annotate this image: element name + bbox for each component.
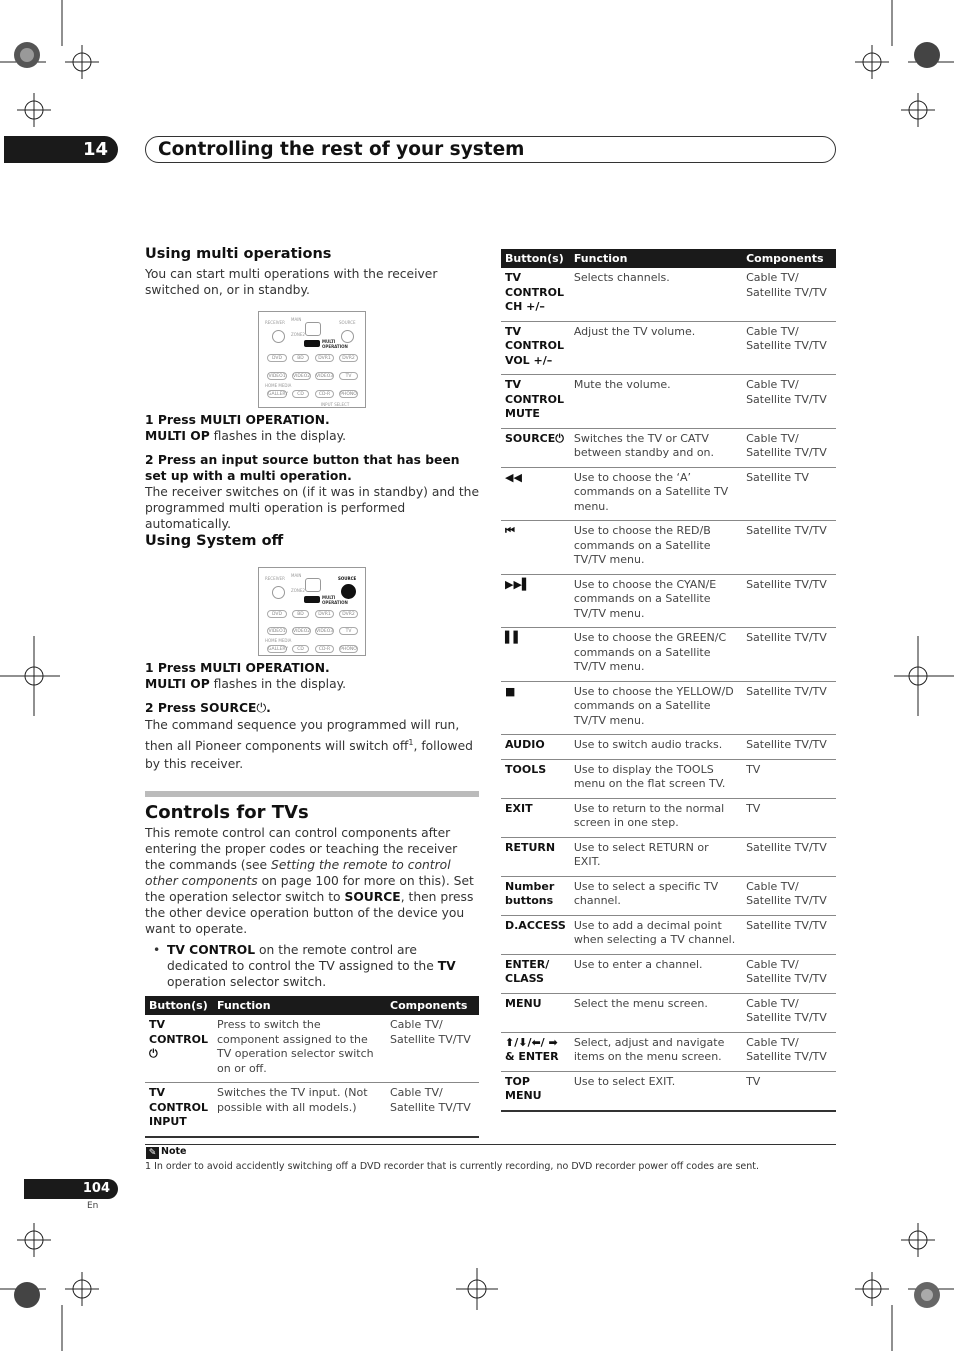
table-row [501, 574, 836, 628]
button-cell: AUDIO [501, 735, 570, 760]
col-header: Function [570, 249, 742, 268]
power-icon: ⏻ [256, 701, 267, 715]
components-cell: Cable TV/ Satellite TV/TV [386, 1015, 479, 1083]
operation-selector-switch [305, 322, 321, 336]
function-cell: Use to add a decimal point when selecting a TV channel. [570, 915, 742, 954]
components-cell: Satellite TV [742, 467, 836, 521]
tvs-heading: Controls for TVs [145, 802, 309, 823]
components-cell: Satellite TV/TV [742, 837, 836, 876]
components-cell: Cable TV/ Satellite TV/TV [742, 268, 836, 321]
function-cell: Use to choose the YELLOW/D commands on a Satellite TV/TV menu. [570, 681, 742, 735]
table-row [501, 321, 836, 375]
function-cell: Adjust the TV volume. [570, 321, 742, 375]
col-header: Button(s) [145, 996, 213, 1015]
components-cell: Cable TV/ Satellite TV/TV [742, 954, 836, 993]
multi-step2-body: The receiver switches on (if it was in standby) and the programmed multi operation is performed automatically. [145, 485, 480, 531]
multi-operation-button [304, 340, 320, 347]
function-cell: Press to switch the component assigned to the TV operation selector switch on or off. [213, 1015, 386, 1083]
tvs-bullet: • TV CONTROL on the remote control are dedicated to control the TV assigned to the TV operation selector switch. [153, 943, 456, 989]
function-cell: Use to choose the CYAN/E commands on a Satellite TV/TV menu. [570, 574, 742, 628]
table-row [501, 268, 836, 321]
receiver-power-icon [272, 330, 285, 343]
components-cell: Satellite TV/TV [742, 521, 836, 575]
multi-step1-title: 1 Press MULTI OPERATION. [145, 413, 330, 427]
components-cell: TV [742, 759, 836, 798]
table-row [501, 375, 836, 429]
receiver-power-icon [272, 586, 285, 599]
function-cell: Switches the TV input. (Not possible with all models.) [213, 1083, 386, 1137]
table-row [501, 521, 836, 575]
components-cell: Satellite TV/TV [742, 628, 836, 682]
table-row [501, 628, 836, 682]
table-row [501, 837, 836, 876]
chapter-title: Controlling the rest of your system [145, 136, 836, 163]
note-text: 1 In order to avoid accidently switching off a DVD recorder that is currently recording, no DVD recorder power off codes are sent. [145, 1161, 760, 1172]
page-number: 104 [24, 1179, 118, 1199]
multi-heading: Using multi operations [145, 246, 332, 262]
multi-step1-body: MULTI OP flashes in the display. [145, 429, 347, 443]
tv-controls-table-right [501, 249, 836, 1112]
components-cell: Cable TV/ Satellite TV/TV [742, 993, 836, 1032]
sysoff-step1-body: MULTI OP flashes in the display. [145, 677, 347, 691]
components-cell: TV [742, 1071, 836, 1111]
components-cell: Satellite TV/TV [742, 915, 836, 954]
button-cell: TV CONTROL VOL +/– [501, 321, 570, 375]
remote-illustration-1: RECEIVER MAIN SOURCE ZONE2 MULTI OPERATION DVD BD DVR1 DVR2 VIDEO1 VIDEO2 VIDEO3 TV HOME MEDIA GALLERY CD CD-R PHONO INPUT SELECT [258, 311, 366, 408]
button-cell: D.ACCESS [501, 915, 570, 954]
function-cell: Use to choose the ‘A’ commands on a Satellite TV menu. [570, 467, 742, 521]
function-cell: Use to choose the GREEN/C commands on a Satellite TV/TV menu. [570, 628, 742, 682]
table-row [501, 759, 836, 798]
button-cell: ◀◀ [501, 467, 570, 521]
col-header: Components [742, 249, 836, 268]
button-cell: ▌▌ [501, 628, 570, 682]
chapter-number: 14 [4, 136, 118, 163]
table-row [501, 1032, 836, 1071]
button-cell: TV CONTROL MUTE [501, 375, 570, 429]
table-row [501, 428, 836, 467]
pencil-icon: ✎ [146, 1147, 159, 1159]
button-cell: TOP MENU [501, 1071, 570, 1111]
components-cell: Cable TV/ Satellite TV/TV [742, 321, 836, 375]
button-cell: RETURN [501, 837, 570, 876]
function-cell: Use to display the TOOLS menu on the flat screen TV. [570, 759, 742, 798]
button-cell: MENU [501, 993, 570, 1032]
function-cell: Selects channels. [570, 268, 742, 321]
note-divider [145, 1144, 836, 1145]
function-cell: Select the menu screen. [570, 993, 742, 1032]
table-row [501, 915, 836, 954]
function-cell: Use to switch audio tracks. [570, 735, 742, 760]
button-cell: TV CONTROL CH +/– [501, 268, 570, 321]
table-row [501, 798, 836, 837]
sysoff-step1-title: 1 Press MULTI OPERATION. [145, 661, 330, 675]
tvs-paragraph: This remote control can control components after entering the proper codes or teaching the receiver the commands (see Setting the remote to control other components on page 100 for more on this). Set the operation selector switch to SOURCE, then press the other device operation button of the device you want to operate. [145, 826, 474, 936]
function-cell: Select, adjust and navigate items on the menu screen. [570, 1032, 742, 1071]
function-cell: Use to enter a channel. [570, 954, 742, 993]
button-cell: Number buttons [501, 876, 570, 915]
button-cell: ■ [501, 681, 570, 735]
function-cell: Mute the volume. [570, 375, 742, 429]
language-code: En [87, 1201, 99, 1211]
col-header: Function [213, 996, 386, 1015]
button-cell: TV CONTROL INPUT [145, 1083, 213, 1137]
function-cell: Use to return to the normal screen in one step. [570, 798, 742, 837]
multi-operation-button [304, 596, 320, 603]
note-label: Note [161, 1146, 187, 1157]
section-divider [145, 791, 479, 797]
components-cell: Cable TV/ Satellite TV/TV [742, 375, 836, 429]
sysoff-step2-title: 2 Press SOURCE⏻. [145, 701, 271, 715]
components-cell: Satellite TV/TV [742, 574, 836, 628]
button-cell: SOURCE⏻ [501, 428, 570, 467]
multi-step2-title: 2 Press an input source button that has been set up with a multi operation. [145, 453, 460, 483]
table-row [501, 1071, 836, 1111]
remote-illustration-2: RECEIVER MAIN SOURCE ZONE2 MULTI OPERATION DVD BD DVR1 DVR2 VIDEO1 VIDEO2 VIDEO3 TV HOME MEDIA GALLERY CD CD-R PHONO [258, 567, 366, 656]
components-cell: Satellite TV/TV [742, 681, 836, 735]
function-cell: Use to select a specific TV channel. [570, 876, 742, 915]
components-cell: Satellite TV/TV [742, 735, 836, 760]
function-cell: Use to select EXIT. [570, 1071, 742, 1111]
table-row [501, 467, 836, 521]
tv-controls-table-left [145, 996, 479, 1138]
table-row [501, 735, 836, 760]
button-cell: ⬆/⬇/⬅/ ➡ & ENTER [501, 1032, 570, 1071]
table-row [501, 993, 836, 1032]
source-power-icon [341, 584, 356, 599]
function-cell: Switches the TV or CATV between standby and on. [570, 428, 742, 467]
function-cell: Use to select RETURN or EXIT. [570, 837, 742, 876]
components-cell: Cable TV/ Satellite TV/TV [386, 1083, 479, 1137]
col-header: Components [386, 996, 479, 1015]
table-row [501, 876, 836, 915]
table-row [145, 1083, 479, 1137]
components-cell: TV [742, 798, 836, 837]
button-cell: TV CONTROL ⏻ [145, 1015, 213, 1083]
col-header: Button(s) [501, 249, 570, 268]
sysoff-step2-body: The command sequence you programmed will run, then all Pioneer components will switch off$^1$, followed by this receiver. [145, 718, 473, 772]
table-row [501, 954, 836, 993]
button-cell: ▶▶▌ [501, 574, 570, 628]
operation-selector-switch [305, 578, 321, 592]
sysoff-heading: Using System off [145, 533, 284, 549]
function-cell: Use to choose the RED/B commands on a Satellite TV/TV menu. [570, 521, 742, 575]
table-row [501, 681, 836, 735]
button-cell: ⏮ [501, 521, 570, 575]
button-cell: TOOLS [501, 759, 570, 798]
multi-intro: You can start multi operations with the receiver switched on, or in standby. [145, 267, 438, 297]
button-cell: ENTER/ CLASS [501, 954, 570, 993]
components-cell: Cable TV/ Satellite TV/TV [742, 876, 836, 915]
components-cell: Cable TV/ Satellite TV/TV [742, 428, 836, 467]
table-row [145, 1015, 479, 1083]
source-power-icon [341, 330, 354, 343]
components-cell: Cable TV/ Satellite TV/TV [742, 1032, 836, 1071]
button-cell: EXIT [501, 798, 570, 837]
